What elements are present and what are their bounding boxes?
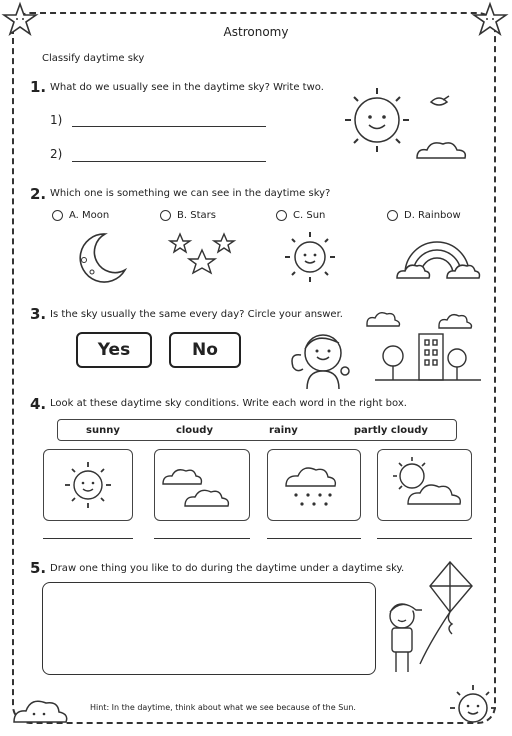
q2-option-b-label: B. Stars <box>177 210 216 221</box>
q3-number: 3. <box>30 305 47 323</box>
drawing-box[interactable] <box>42 582 376 675</box>
rainy-icon <box>268 450 360 520</box>
page-title: Astronomy <box>223 25 289 39</box>
sunny-answer-line[interactable] <box>43 538 133 539</box>
q2-text: Which one is something we can see in the daytime sky? <box>50 188 331 199</box>
word-rainy: rainy <box>269 424 298 436</box>
q2-option-d-label: D. Rainbow <box>404 210 461 221</box>
word-partly-cloudy: partly cloudy <box>353 424 428 436</box>
cloudy-picture-box <box>154 449 250 521</box>
q2-number: 2. <box>30 185 47 203</box>
q5-number: 5. <box>30 559 47 577</box>
radio-circle[interactable] <box>276 210 287 221</box>
q2-option-a-label: A. Moon <box>69 210 110 221</box>
q5-text: Draw one thing you like to do during the daytime under a daytime sky. <box>50 563 405 574</box>
q4-text: Look at these daytime sky conditions. Write each word in the right box. <box>50 398 407 409</box>
no-button[interactable]: No <box>169 332 241 368</box>
q1-text: What do we usually see in the daytime sky? Write two. <box>50 82 324 93</box>
q4-number: 4. <box>30 395 47 413</box>
cloud-decoration-icon <box>10 688 70 728</box>
radio-circle[interactable] <box>387 210 398 221</box>
q2-option-d[interactable] <box>387 210 461 221</box>
sun-icon <box>278 228 342 286</box>
stars-icon <box>168 232 238 282</box>
q2-option-a[interactable] <box>52 210 109 221</box>
q1-line2-label: 2) <box>50 147 63 161</box>
q1-line1-label: 1) <box>50 113 63 127</box>
radio-circle[interactable] <box>160 210 171 221</box>
sun-decoration-icon <box>445 680 501 732</box>
q2-option-c[interactable] <box>276 210 325 221</box>
word-cloudy: cloudy <box>175 424 213 436</box>
sunny-icon <box>44 450 132 520</box>
rainbow-icon <box>395 230 480 282</box>
cloudy-icon <box>155 450 249 520</box>
q2-option-c-label: C. Sun <box>293 210 326 221</box>
partly-cloudy-answer-line[interactable] <box>377 538 472 539</box>
sunny-picture-box <box>43 449 133 521</box>
q2-option-b[interactable] <box>160 210 216 221</box>
cloudy-answer-line[interactable] <box>154 538 250 539</box>
rainy-picture-box <box>267 449 361 521</box>
q3-text: Is the sky usually the same every day? Circle your answer. <box>50 309 343 320</box>
girl-illustration <box>285 325 360 390</box>
q1-answer-line-1[interactable] <box>72 126 266 127</box>
q1-number: 1. <box>30 78 47 96</box>
page-subtitle: Classify daytime sky <box>42 53 145 64</box>
partly-cloudy-icon <box>378 450 471 520</box>
radio-circle[interactable] <box>52 210 63 221</box>
q1-answer-line-2[interactable] <box>72 161 266 162</box>
moon-icon <box>70 230 130 285</box>
partly-cloudy-picture-box <box>377 449 472 521</box>
yes-button[interactable]: Yes <box>76 332 152 368</box>
sun-bird-cloud-illustration <box>335 80 475 170</box>
boy-with-kite-illustration <box>380 560 480 685</box>
rainy-answer-line[interactable] <box>267 538 361 539</box>
hint-text: Hint: In the daytime, think about what we see because of the Sun. <box>90 703 356 712</box>
city-clouds-illustration <box>365 306 485 384</box>
word-sunny: sunny <box>86 424 120 436</box>
word-bank <box>57 419 457 441</box>
